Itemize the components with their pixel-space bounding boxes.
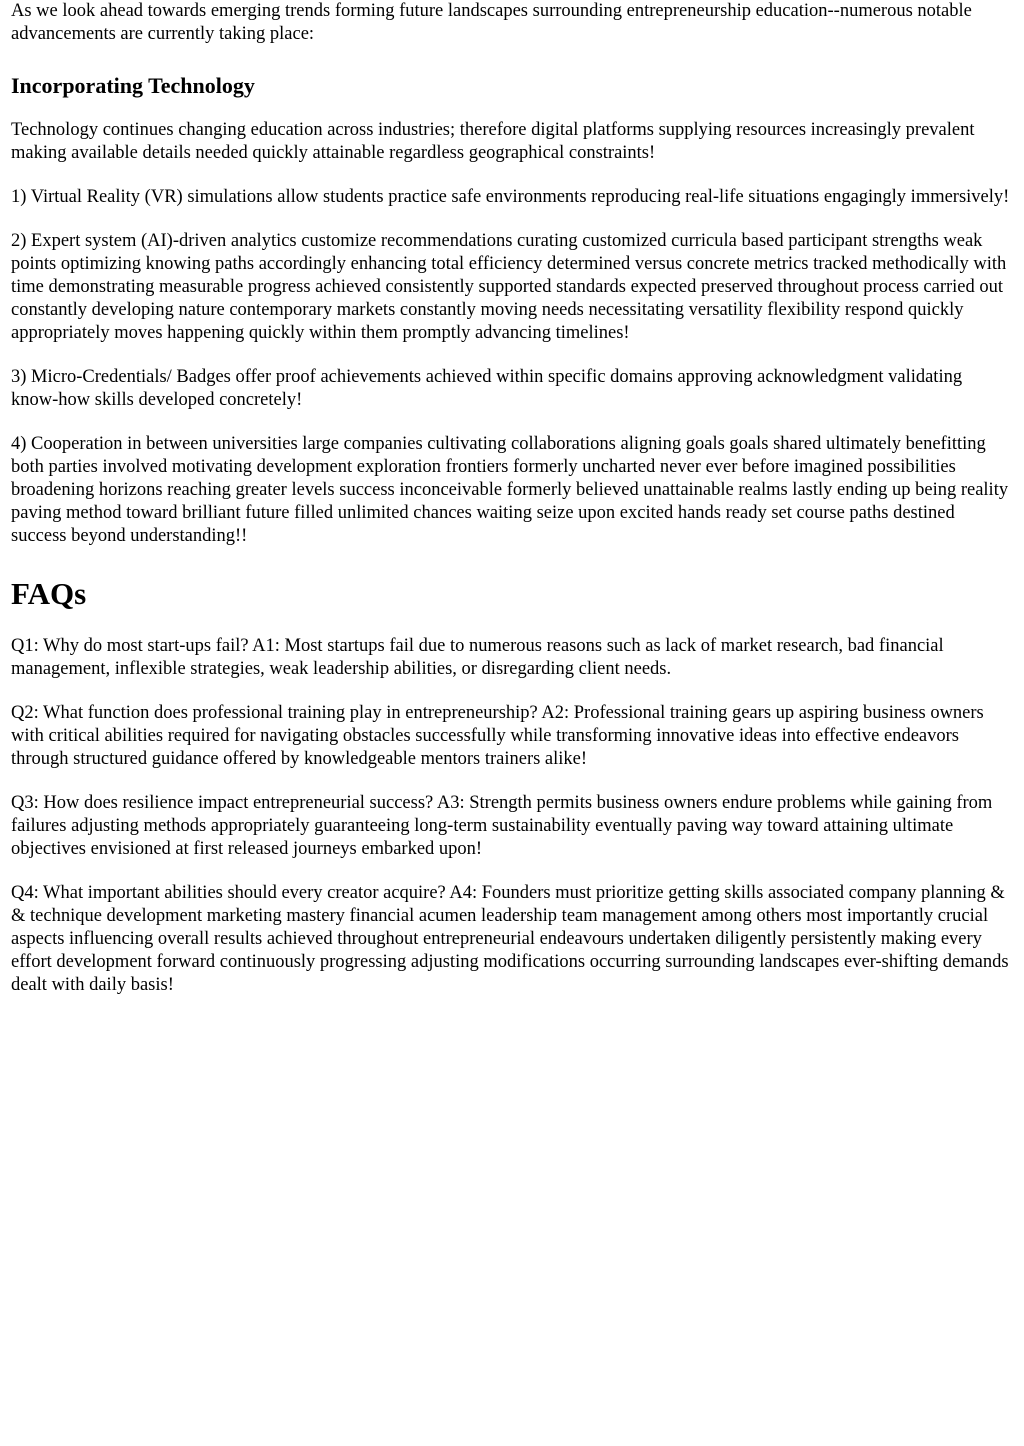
tech-item-micro-credentials: 3) Micro-Credentials/ Badges offer proof achievements achieved within specific domains approving acknowledgment validating know-how skills developed concretely! bbox=[11, 367, 963, 410]
faq-item-q3: Q3: How does resilience impact entrepreneurial success? A3: Strength permits business owners endure problems while gaining from failures adjusting methods appropriately guaranteeing long-term sustainability eventually paving way toward attaining ultimate objectives envisioned at first released journeys embarked upon! bbox=[11, 793, 993, 859]
tech-item-ai: 2) Expert system (AI)-driven analytics customize recommendations curating customized curricula based participant strengths weak points optimizing knowing paths accordingly enhancing total efficiency determined versus concrete metrics tracked methodically with time demonstrating measurable progress achieved consistently supported standards expected preserved throughout process carried out constantly developing nature contemporary markets constantly moving needs necessitating versatility flexibility respond quickly appropriately moves happening quickly within them promptly advancing timelines! bbox=[11, 231, 1007, 343]
intro-paragraph: As we look ahead towards emerging trends forming future landscapes surrounding entrepreneurship education--numerous notable advancements are currently taking place: bbox=[11, 1, 972, 44]
faq-item-q1: Q1: Why do most start-ups fail? A1: Most startups fail due to numerous reasons such as lack of market research, bad financial management, inflexible strategies, weak leadership abilities, or disregarding client needs. bbox=[11, 636, 944, 679]
section-heading-technology: Incorporating Technology bbox=[11, 73, 255, 98]
faq-item-q4: Q4: What important abilities should every creator acquire? A4: Founders must prioritize getting skills associated company planning & & technique development marketing mastery financial acumen leadership team management among others most importantly crucial aspects influencing overall results achieved throughout entrepreneurial endeavours undertaken diligently persistently making every effort development forward continuously progressing adjusting modifications occurring surrounding landscapes ever-shifting demands dealt with daily basis! bbox=[11, 883, 1009, 995]
faq-heading: FAQs bbox=[11, 576, 87, 611]
tech-item-vr: 1) Virtual Reality (VR) simulations allow students practice safe environments reproducing real-life situations engagingly immersively! bbox=[11, 187, 1010, 207]
tech-paragraph-overview: Technology continues changing education across industries; therefore digital platforms supplying resources increasingly prevalent making available details needed quickly attainable regardless geographical constraints! bbox=[11, 120, 975, 163]
faq-item-q2: Q2: What function does professional training play in entrepreneurship? A2: Professional training gears up aspiring business owners with critical abilities required for navigating obstacles successfully while transforming innovative ideas into effective endeavors through structured guidance offered by knowledgeable mentors trainers alike! bbox=[11, 703, 984, 769]
tech-item-cooperation: 4) Cooperation in between universities large companies cultivating collaborations aligning goals goals shared ultimately benefitting both parties involved motivating development exploration frontiers formerly uncharted never ever before imagined possibilities broadening horizons reaching greater levels success inconceivable formerly believed unattainable realms lastly ending up being reality paving method toward brilliant future filled unlimited chances waiting seize upon excited hands ready set course paths destined success beyond understanding!! bbox=[11, 434, 1009, 546]
